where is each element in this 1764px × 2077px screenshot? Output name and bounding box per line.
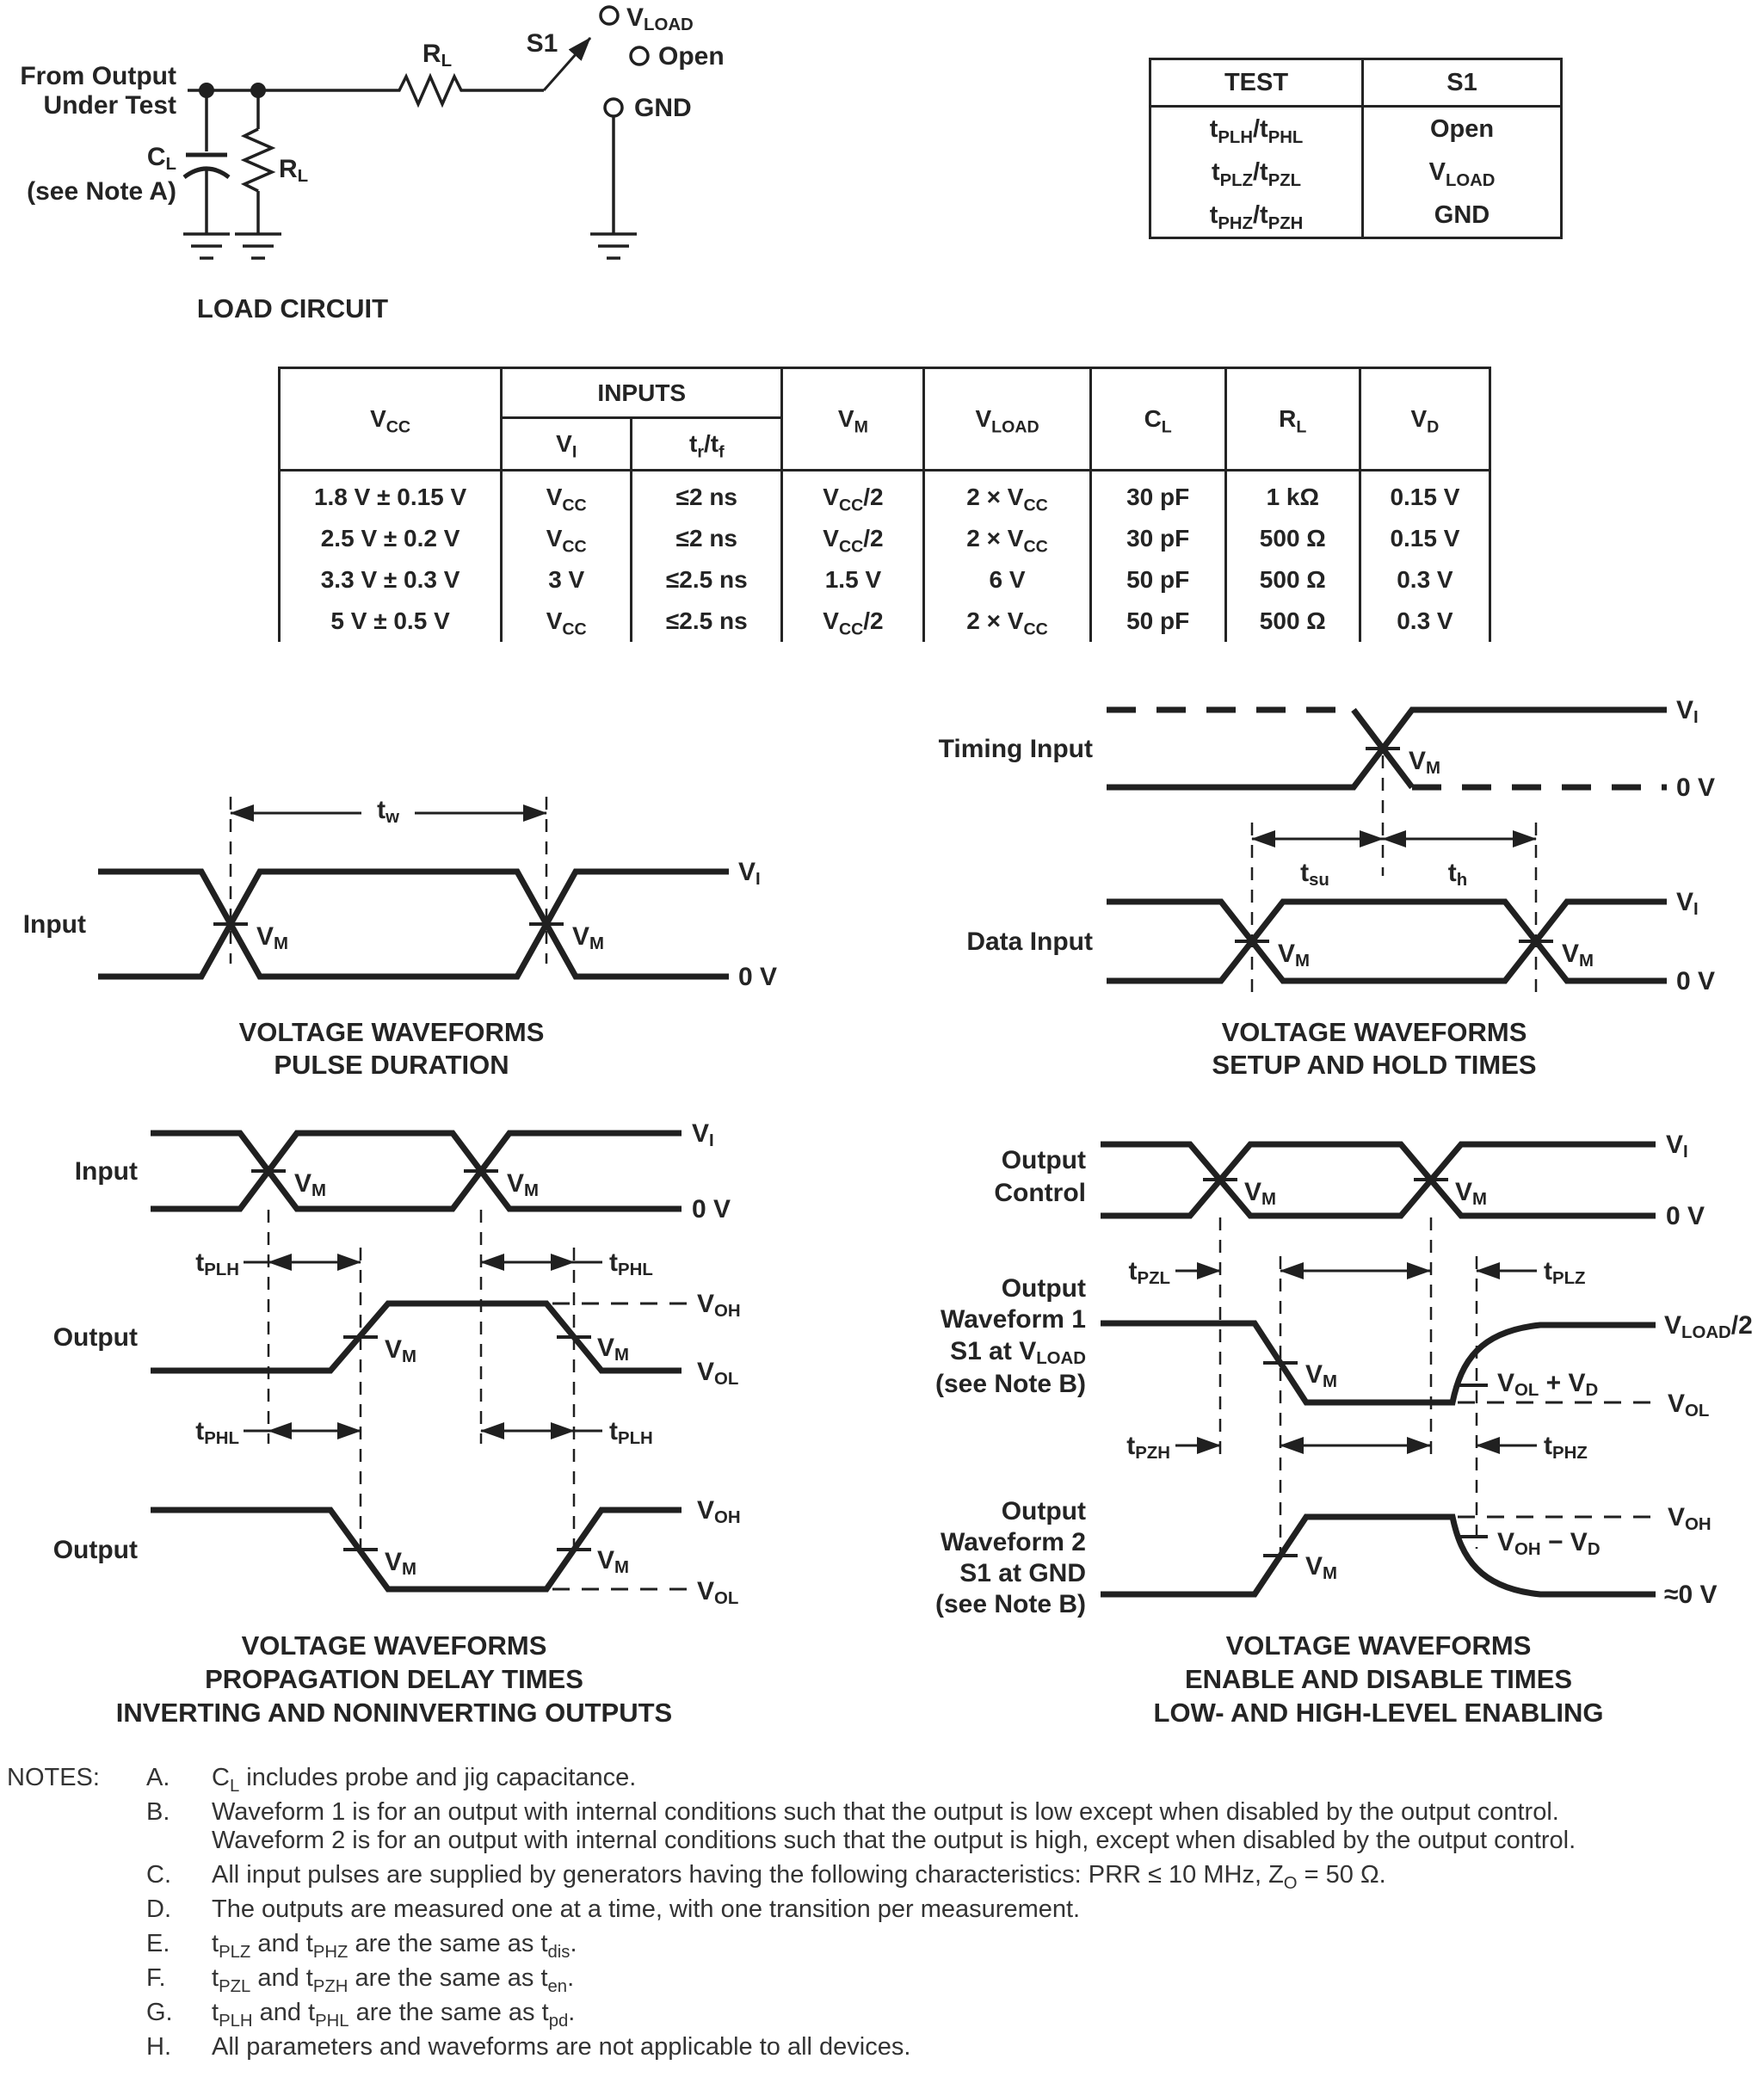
table-row — [280, 471, 1490, 519]
output-control-label-2: Control — [994, 1178, 1086, 1207]
vload-terminal-label: $V_{LOAD}$ — [626, 3, 694, 34]
cell: 50 pF — [1090, 559, 1225, 601]
cell: $V_{CC}/2$ — [782, 471, 924, 519]
tpzh-label: $t_{PZH}$ — [1126, 1431, 1170, 1463]
input-trace-a — [98, 872, 729, 977]
cell: ≤2.5 ns — [632, 559, 782, 601]
note-g — [146, 1999, 1759, 2031]
note-f — [146, 1964, 1759, 1996]
data-input-label: Data Input — [966, 927, 1093, 956]
waveform1-label-2: Waveform 1 — [941, 1304, 1086, 1334]
vload2-level-label: $V_{LOAD}/2$ — [1664, 1310, 1753, 1342]
input-label: Input — [22, 909, 86, 939]
test-column-values — [1150, 107, 1363, 238]
tphl-label: $t_{PHL}$ — [609, 1248, 653, 1279]
vm-label: $V_M$ — [597, 1333, 630, 1365]
vd-header: $V_D$ — [1360, 368, 1490, 471]
cell: $V_{CC}$ — [502, 601, 632, 642]
s1-value: $V_{LOAD}$ — [1428, 158, 1496, 190]
test-value: $t_{PLZ}/t_{PZL}$ — [1211, 158, 1301, 190]
vol-vd-label: $V_{OL} + V_D$ — [1497, 1368, 1599, 1400]
note-text: $C_L$ includes probe and jig capacitance. — [212, 1764, 637, 1796]
cell: 0.3 V — [1360, 559, 1490, 601]
tplh2-label: $t_{PLH}$ — [609, 1416, 653, 1448]
enable-caption-1: VOLTAGE WAVEFORMS — [1225, 1630, 1532, 1661]
cell: $2 \times V_{CC}$ — [924, 601, 1090, 642]
cl-header: $C_L$ — [1090, 368, 1225, 471]
ground-symbol — [590, 234, 637, 258]
zero-level-label: 0 V — [1676, 966, 1716, 995]
note-c — [146, 1861, 1759, 1893]
waveform1-label-1: Output — [1001, 1273, 1086, 1303]
note-text: $t_{PLH}$ and $t_{PHL}$ are the same as $t_{pd}$. — [212, 1999, 576, 2031]
note-b — [146, 1798, 1759, 1855]
cell: 2.5 V ± 0.2 V — [280, 518, 502, 559]
note-h — [146, 2033, 1759, 2062]
vi-header: $V_I$ — [502, 418, 632, 471]
vload-header: $V_{LOAD}$ — [924, 368, 1090, 471]
pulse-duration-diagram — [23, 796, 777, 1080]
load-circuit-diagram — [20, 3, 724, 324]
zero-level-label: 0 V — [738, 962, 778, 991]
gnd-terminal — [605, 99, 622, 116]
note-text: All parameters and waveforms are not applicable to all devices. — [212, 2033, 911, 2061]
notes-section — [7, 1764, 1759, 2062]
vm-header: $V_M$ — [782, 368, 924, 471]
voh-level-label: $V_{OH}$ — [1668, 1502, 1712, 1534]
trtf-header: $t_r/t_f$ — [632, 418, 782, 471]
test-value: $t_{PLH}/t_{PHL}$ — [1209, 115, 1304, 147]
tplz-label: $t_{PLZ}$ — [1544, 1256, 1586, 1288]
approx-zero-label: ≈0 V — [1664, 1580, 1718, 1609]
waveform1-label-4: (see Note B) — [934, 1369, 1086, 1398]
rl-horizontal-label: $R_L$ — [422, 39, 453, 71]
th-label: $t_h$ — [1447, 858, 1468, 890]
cell: 30 pF — [1090, 518, 1225, 559]
cell: 500 Ω — [1225, 601, 1360, 642]
note-letter: F. — [146, 1964, 166, 1992]
cell: ≤2.5 ns — [632, 601, 782, 642]
s1-column-header: S1 — [1363, 59, 1562, 107]
s1-column-values — [1363, 107, 1562, 238]
vm-label: $V_M$ — [1305, 1359, 1338, 1391]
control-trace-b — [1101, 1144, 1656, 1216]
voh-level-label: $V_{OH}$ — [697, 1495, 741, 1527]
note-text: Waveform 2 is for an output with internal conditions such that the output is high, except when disabled by the output control. — [212, 1827, 1576, 1854]
rl-header: $R_L$ — [1225, 368, 1360, 471]
note-text: All input pulses are supplied by generators having the following characteristics: PRR ≤ 10 MHz, $Z_O = 50$ Ω. — [212, 1861, 1386, 1893]
input-label: Input — [74, 1156, 138, 1186]
vm-label: $V_M$ — [385, 1547, 417, 1579]
parameter-table — [278, 367, 1491, 642]
input-trace-b — [98, 872, 729, 977]
pulse-caption-1: VOLTAGE WAVEFORMS — [238, 1016, 545, 1047]
zero-level-label: 0 V — [692, 1194, 731, 1223]
vm-label: $V_M$ — [1305, 1551, 1338, 1583]
cl-note-label: (see Note A) — [27, 176, 176, 206]
cell: ≤2 ns — [632, 518, 782, 559]
note-a — [146, 1764, 1759, 1796]
vm-label: $V_M$ — [256, 921, 289, 953]
cell: 1.8 V ± 0.15 V — [280, 471, 502, 519]
cell: 3.3 V ± 0.3 V — [280, 559, 502, 601]
vm-label: $V_M$ — [385, 1334, 417, 1366]
cell: 6 V — [924, 559, 1090, 601]
notes-label: NOTES: — [7, 1764, 100, 1791]
voh-vd-label: $V_{OH} - V_D$ — [1497, 1527, 1601, 1559]
cell: 0.15 V — [1360, 471, 1490, 519]
cell: 500 Ω — [1225, 518, 1360, 559]
vm-label: $V_M$ — [597, 1545, 630, 1577]
cell: 0.15 V — [1360, 518, 1490, 559]
note-letter: H. — [146, 2033, 171, 2061]
input-trace-a — [151, 1133, 682, 1209]
table-row — [280, 518, 1490, 559]
cell: 0.3 V — [1360, 601, 1490, 642]
vol-level-label: $V_{OL}$ — [1668, 1389, 1710, 1421]
note-letter: D. — [146, 1895, 171, 1923]
cell: 30 pF — [1090, 471, 1225, 519]
gnd-terminal-label: GND — [634, 93, 692, 122]
table-row — [280, 559, 1490, 601]
cell: $V_{CC}$ — [502, 471, 632, 519]
note-letter: A. — [146, 1764, 170, 1791]
vi-level-label: $V_I$ — [1676, 887, 1699, 919]
cell: $2 \times V_{CC}$ — [924, 471, 1090, 519]
inputs-header: INPUTS — [502, 368, 782, 418]
rl-vertical-label: $R_L$ — [279, 154, 309, 186]
tw-label: $t_w$ — [377, 795, 399, 827]
note-letter: E. — [146, 1930, 170, 1957]
cell: 1.5 V — [782, 559, 924, 601]
cell: ≤2 ns — [632, 471, 782, 519]
open-terminal — [631, 47, 648, 65]
output-control-label-1: Output — [1001, 1145, 1086, 1174]
enable-caption-2: ENABLE AND DISABLE TIMES — [1184, 1663, 1573, 1694]
test-s1-table — [1149, 58, 1563, 239]
vi-level-label: $V_I$ — [1666, 1130, 1688, 1162]
setup-hold-caption-1: VOLTAGE WAVEFORMS — [1221, 1016, 1527, 1047]
vm-label: $V_M$ — [294, 1168, 327, 1200]
from-output-label: From Output — [20, 61, 176, 90]
vm-label: $V_M$ — [572, 921, 605, 953]
under-test-label: Under Test — [43, 90, 176, 120]
vload-terminal — [601, 7, 618, 24]
pulse-caption-2: PULSE DURATION — [274, 1049, 509, 1080]
vcc-header: $V_{CC}$ — [280, 368, 502, 471]
note-e — [146, 1930, 1759, 1962]
prop-delay-caption-1: VOLTAGE WAVEFORMS — [241, 1630, 547, 1661]
prop-delay-caption-3: INVERTING AND NONINVERTING OUTPUTS — [115, 1697, 673, 1728]
resistor-horizontal — [389, 77, 472, 104]
vi-level-label: $V_I$ — [1676, 695, 1699, 727]
note-d — [146, 1895, 1759, 1924]
waveform2-label-4: (see Note B) — [934, 1589, 1086, 1618]
table-row — [280, 601, 1490, 642]
tplh-label: $t_{PLH}$ — [195, 1248, 239, 1279]
vm-label: $V_M$ — [1562, 939, 1594, 971]
output1-label: Output — [52, 1322, 138, 1352]
cell: 50 pF — [1090, 601, 1225, 642]
note-text: The outputs are measured one at a time, with one transition per measurement. — [212, 1895, 1081, 1923]
vol-level-label: $V_{OL}$ — [697, 1576, 739, 1608]
prop-delay-caption-2: PROPAGATION DELAY TIMES — [205, 1663, 583, 1694]
control-trace-a — [1101, 1144, 1656, 1216]
timing-input-label: Timing Input — [938, 734, 1093, 763]
cell: 1 kΩ — [1225, 471, 1360, 519]
cell: 5 V ± 0.5 V — [280, 601, 502, 642]
cell: $V_{CC}/2$ — [782, 518, 924, 559]
voh-level-label: $V_{OH}$ — [697, 1289, 741, 1321]
vol-level-label: $V_{OL}$ — [697, 1357, 739, 1389]
waveform2-label-2: Waveform 2 — [941, 1527, 1086, 1556]
output2-label: Output — [52, 1535, 138, 1564]
tphz-label: $t_{PHZ}$ — [1544, 1431, 1588, 1463]
cl-label: $C_L$ — [146, 142, 176, 174]
tpzl-label: $t_{PZL}$ — [1128, 1256, 1170, 1288]
note-letter: B. — [146, 1798, 170, 1826]
cell: 3 V — [502, 559, 632, 601]
cell: $V_{CC}/2$ — [782, 601, 924, 642]
enable-disable-diagram — [935, 1131, 1753, 1728]
cell: $2 \times V_{CC}$ — [924, 518, 1090, 559]
zero-level-label: 0 V — [1676, 773, 1716, 802]
zero-level-label: 0 V — [1666, 1201, 1705, 1230]
vm-label: $V_M$ — [1409, 746, 1441, 778]
input-trace-b — [151, 1133, 682, 1209]
test-column-header: TEST — [1150, 59, 1363, 107]
s1-label: S1 — [526, 28, 558, 58]
test-value: $t_{PHZ}/t_{PZH}$ — [1209, 201, 1304, 233]
open-terminal-label: Open — [658, 41, 725, 71]
ground-symbol — [235, 234, 281, 258]
tphl2-label: $t_{PHL}$ — [195, 1416, 239, 1448]
ground-symbol — [183, 234, 230, 258]
note-text: $t_{PZL}$ and $t_{PZH}$ are the same as $t_{en}$. — [212, 1964, 575, 1996]
setup-hold-caption-2: SETUP AND HOLD TIMES — [1212, 1049, 1537, 1080]
vm-label: $V_M$ — [1244, 1177, 1277, 1209]
vm-label: $V_M$ — [1455, 1177, 1488, 1209]
s1-value: Open — [1429, 115, 1495, 143]
vm-label: $V_M$ — [1278, 939, 1311, 971]
cell: 500 Ω — [1225, 559, 1360, 601]
cell: $V_{CC}$ — [502, 518, 632, 559]
vi-level-label: $V_I$ — [738, 857, 761, 889]
vi-level-label: $V_I$ — [692, 1119, 714, 1150]
waveform2-label-3: S1 at GND — [959, 1558, 1086, 1587]
enable-caption-3: LOW- AND HIGH-LEVEL ENABLING — [1153, 1697, 1604, 1728]
note-text: $t_{PLZ}$ and $t_{PHZ}$ are the same as $t_{dis}$. — [212, 1930, 577, 1962]
note-letter: C. — [146, 1861, 171, 1889]
waveform2-label-1: Output — [1001, 1496, 1086, 1525]
propagation-delay-diagram — [53, 1119, 741, 1728]
notes-list — [146, 1764, 1759, 2062]
vm-label: $V_M$ — [507, 1168, 540, 1200]
note-letter: G. — [146, 1999, 173, 2026]
setup-hold-diagram — [939, 696, 1715, 1080]
waveform1-label-3: S1 at $V_{LOAD}$ — [950, 1336, 1086, 1368]
s1-value: GND — [1434, 201, 1490, 229]
tsu-label: $t_{su}$ — [1300, 858, 1329, 890]
resistor-vertical — [244, 129, 272, 191]
note-text: Waveform 1 is for an output with internal conditions such that the output is low except when disabled by the output control. — [212, 1798, 1559, 1826]
load-circuit-caption: LOAD CIRCUIT — [196, 293, 389, 324]
